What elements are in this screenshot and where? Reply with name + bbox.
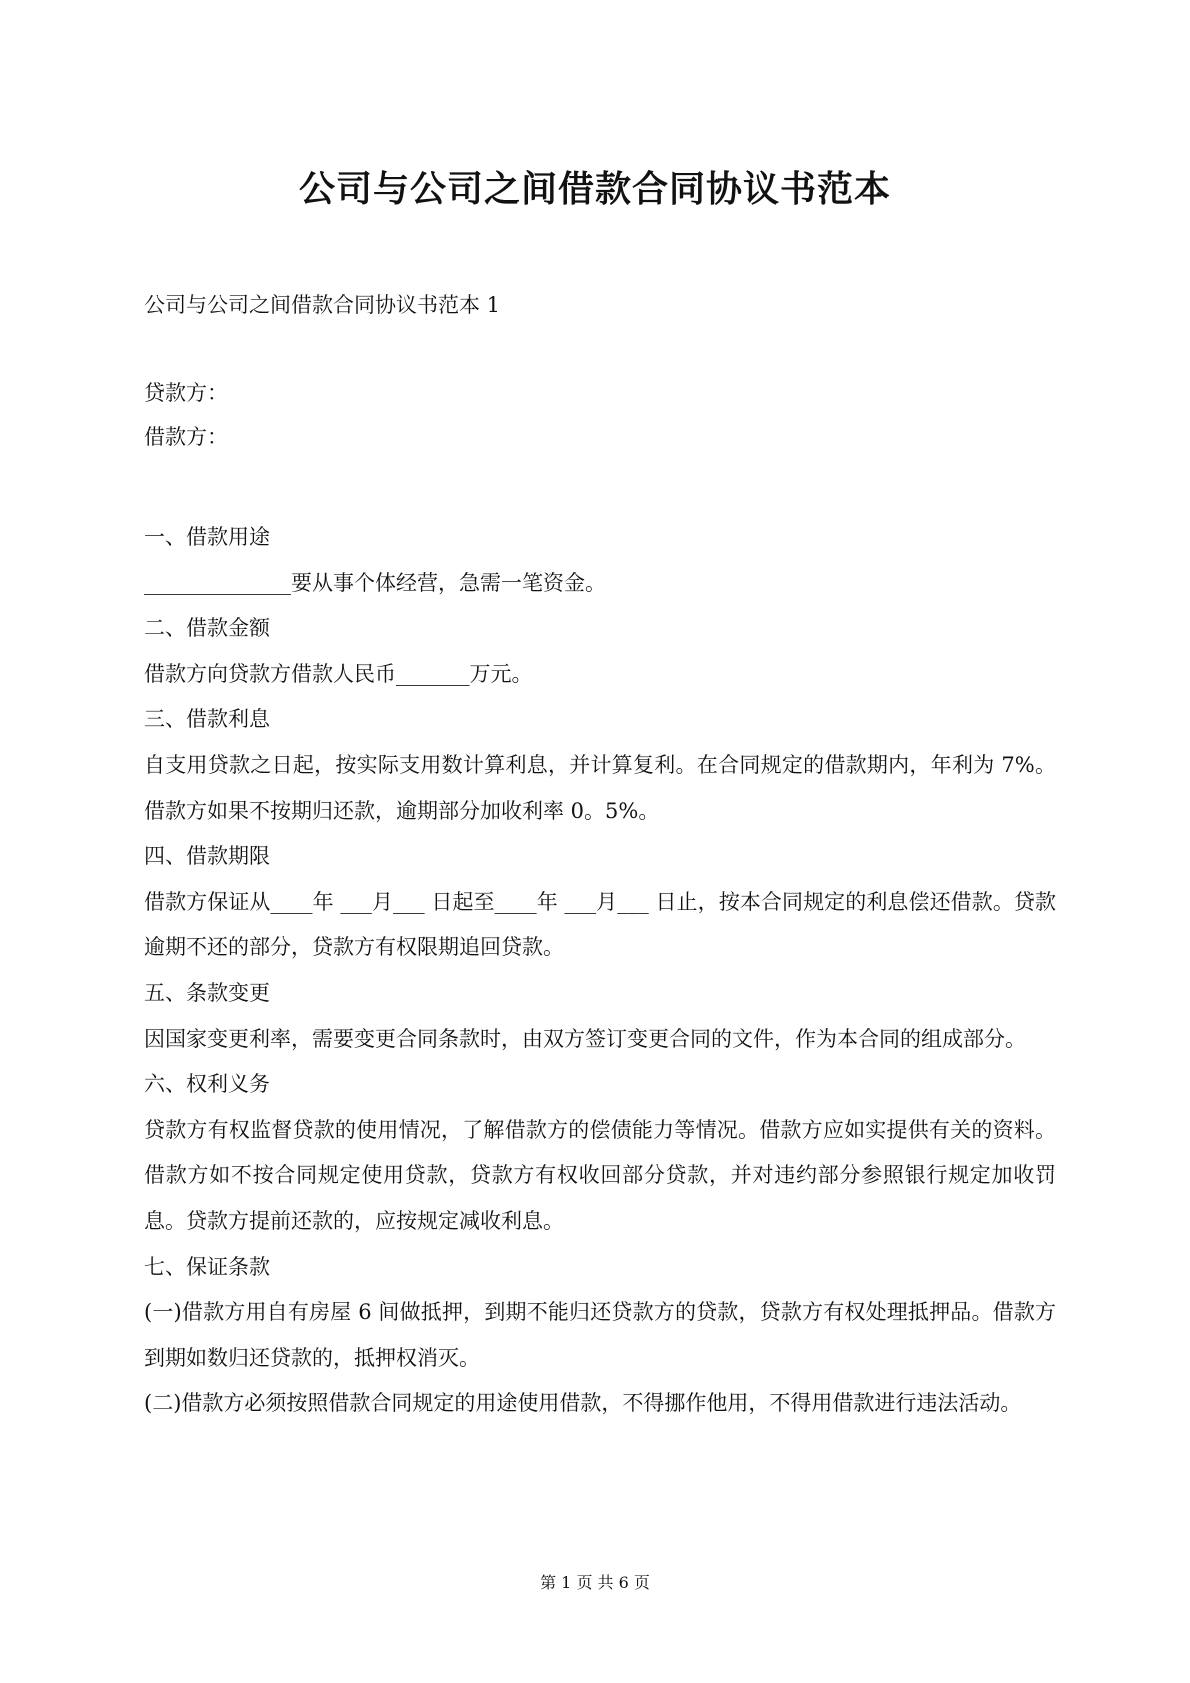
section-text-term: 借款方保证从____年 ___月___ 日起至____年 ___月___ 日止，按本合同规定的利息偿还借款。贷款逾期不还的部分，贷款方有权限期追回贷款。 xyxy=(144,889,1056,960)
section-text-changes: 因国家变更利率，需要变更合同条款时，由双方签订变更合同的文件，作为本合同的组成部分。 xyxy=(144,1026,1026,1051)
contract-body xyxy=(144,515,1056,1427)
section-text-interest: 自支用贷款之日起，按实际支用数计算利息，并计算复利。在合同规定的借款期内，年利为 7%。借款方如果不按期归还款，逾期部分加收利率 0。5%。 xyxy=(144,752,1056,823)
section-heading-rights: 六、权利义务 xyxy=(144,1072,270,1097)
lender-label: 贷款方： xyxy=(144,381,228,405)
section-heading-interest: 三、借款利息 xyxy=(144,707,270,732)
page-footer: 第 1 页 共 6 页 xyxy=(540,1573,650,1592)
document-subtitle: 公司与公司之间借款合同协议书范本 1 xyxy=(144,293,501,317)
parties-block xyxy=(144,378,228,466)
section-text-guarantee-2: (二)借款方必须按照借款合同规定的用途使用借款，不得挪作他用，不得用借款进行违法活动。 xyxy=(144,1391,1022,1416)
section-heading-guarantee: 七、保证条款 xyxy=(144,1254,270,1279)
section-heading-changes: 五、条款变更 xyxy=(144,980,270,1005)
section-heading-purpose: 一、借款用途 xyxy=(144,525,270,549)
section-heading-amount: 二、借款金额 xyxy=(144,616,270,641)
section-text-guarantee-1: (一)借款方用自有房屋 6 间做抵押，到期不能归还贷款方的贷款，贷款方有权处理抵押品。借款方到期如数归还贷款的，抵押权消灭。 xyxy=(144,1300,1056,1370)
section-text-purpose: ______________要从事个体经营，急需一笔资金。 xyxy=(144,570,606,595)
section-heading-term: 四、借款期限 xyxy=(144,844,270,869)
borrower-label: 借款方： xyxy=(144,425,228,449)
section-text-rights: 贷款方有权监督贷款的使用情况，了解借款方的偿债能力等情况。借款方应如实提供有关的资料。借款方如不按合同规定使用贷款，贷款方有权收回部分贷款，并对违约部分参照银行规定加收罚息。贷款方提前还款的，应按规定减收利息。 xyxy=(144,1117,1056,1233)
section-text-amount: 借款方向贷款方借款人民币_______万元。 xyxy=(144,661,533,686)
document-title: 公司与公司之间借款合同协议书范本 xyxy=(298,169,891,210)
